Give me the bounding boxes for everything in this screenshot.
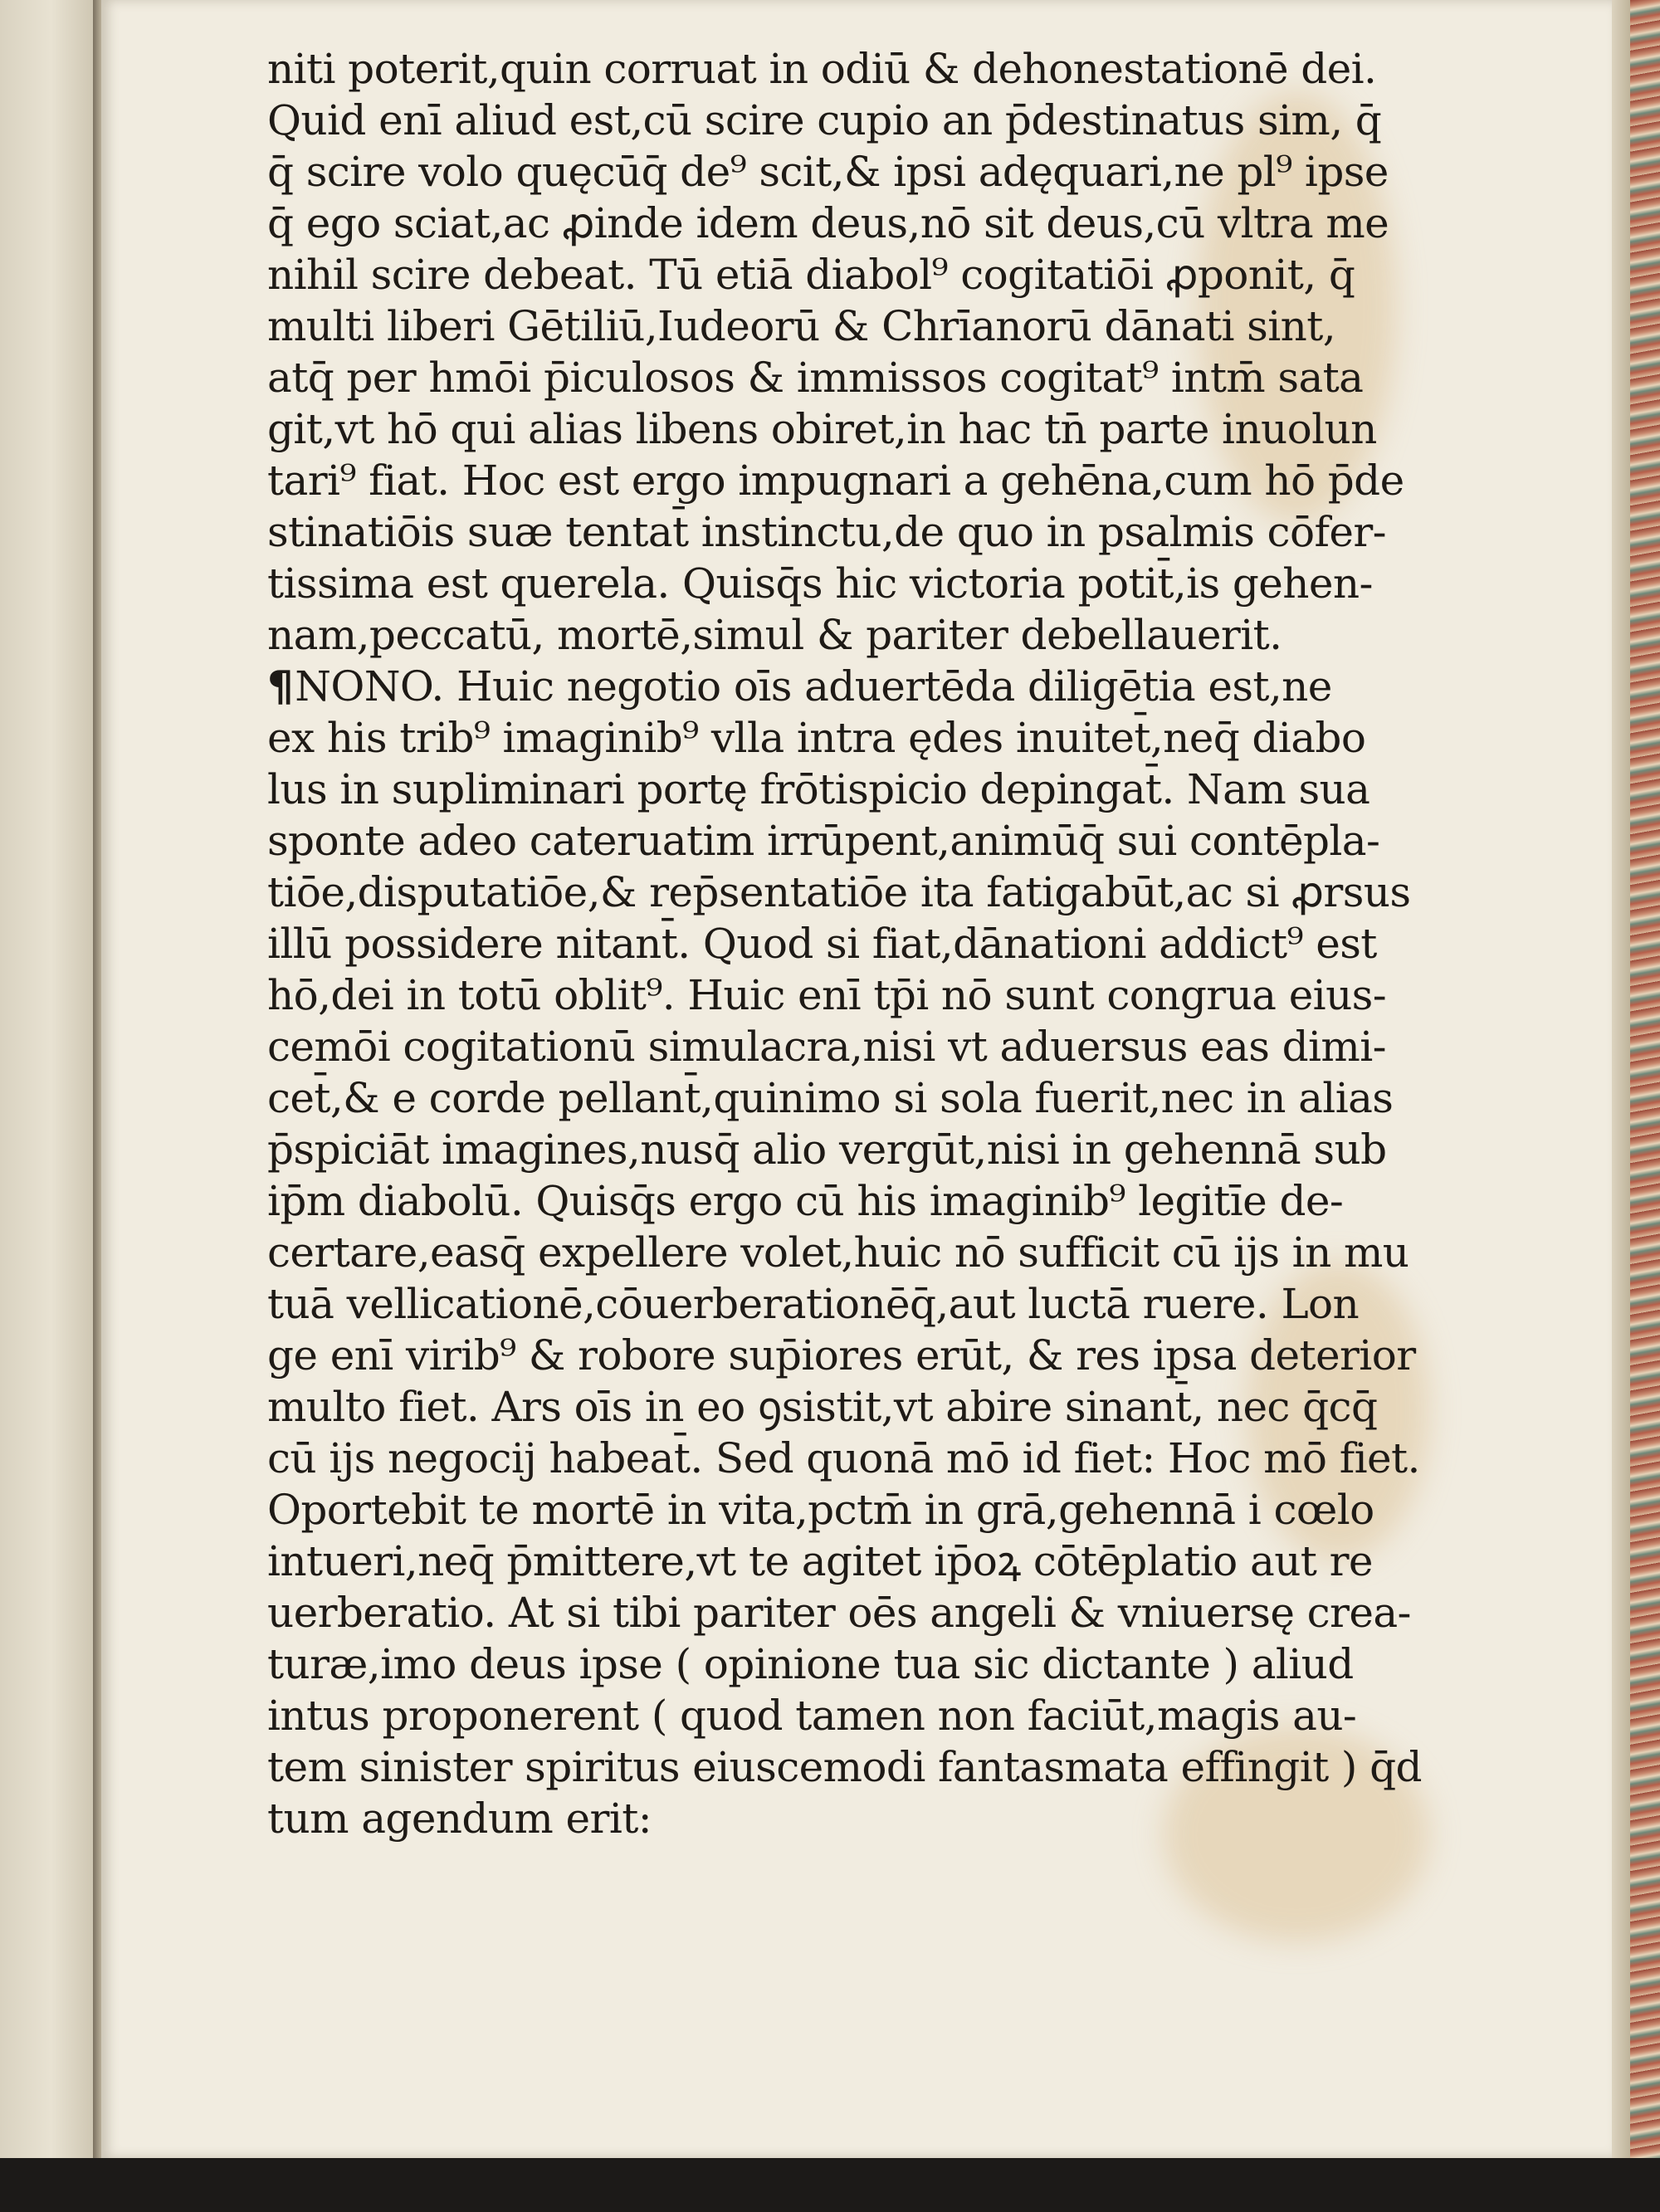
text-line: niti poterit,quin corruat in odiū & dehonestationē dei. [267, 45, 1377, 93]
text-line: Quid enī aliud est,cū scire cupio an p̄destinatus sim, q̄ [267, 96, 1382, 144]
text-line: git,vt hō qui alias libens obiret,in hac tn̄ parte inuolun [267, 405, 1377, 453]
text-line: q̄ ego sciat,ac ꝓinde idem deus,nō sit deus,cū vltra me [267, 199, 1389, 247]
text-line: nihil scire debeat. Tū etiā diabol⁹ cogitatiōi ꝓponit, q̄ [267, 251, 1355, 299]
text-line: stinatiōis suæ tentat̄ instinctu,de quo in psalmis cōfer- [267, 508, 1386, 556]
text-line: hō,dei in totū oblit⁹. Huic enī tp̄i nō sunt congrua eius- [267, 971, 1387, 1019]
text-line: tissima est querela. Quisq̄s hic victoria potit̄,is gehen- [267, 559, 1373, 608]
text-line: ge enī virib⁹ & robore sup̄iores erūt, & res ipsa deterior [267, 1331, 1416, 1379]
paragraph-start-line [267, 661, 1462, 712]
text-line: lus in supliminari portę frōtispicio depingat̄. Nam sua [267, 765, 1370, 813]
text-line: cet̄,& e corde pellant̄,quinimo si sola fuerit,nec in alias [267, 1074, 1394, 1122]
book-gutter [93, 0, 101, 2166]
text-line: atq̄ per hmōi p̄iculosos & immissos cogitat⁹ intm̄ sata [267, 354, 1364, 402]
text-line: tem sinister spiritus eiuscemodi fantasmata effingit ) q̄d [267, 1743, 1422, 1791]
text-line: intus proponerent ( quod tamen non faciūt,magis au- [267, 1692, 1357, 1740]
text-line: illū possidere nitant̄. Quod si fiat,dānationi addict⁹ est [267, 920, 1377, 968]
text-line: multo fiet. Ars oīs in eo ꝯsistit,vt abire sinant̄, nec q̄cq̄ [267, 1383, 1378, 1431]
text-line: NONO. Huic negotio oīs aduertēda diligētia est,ne [295, 662, 1332, 710]
text-line: intueri,neq̄ p̄mittere,vt te agitet ip̄oꝝ cōtēplatio aut re [267, 1537, 1373, 1585]
page-fore-edge [1612, 0, 1630, 2158]
text-line: Oportebit te mortē in vita,pctm̄ in grā,gehennā i cœlo [267, 1486, 1374, 1534]
book-page [101, 0, 1612, 2158]
marbled-endpaper [1630, 0, 1660, 2158]
text-line: ip̄m diabolū. Quisq̄s ergo cū his imaginib⁹ legitīe de- [267, 1177, 1344, 1225]
paragraph-mark: ¶ [267, 662, 294, 710]
text-line: tuā vellicationē,cōuerberationēq̄,aut luctā ruere. Lon [267, 1280, 1360, 1328]
text-line: turæ,imo deus ipse ( opinione tua sic dictante ) aliud [267, 1640, 1354, 1688]
page-text [267, 43, 1462, 1844]
text-line: certare,easq̄ expellere volet,huic nō sufficit cū ijs in mu [267, 1228, 1409, 1277]
text-line: tari⁹ fiat. Hoc est ergo impugnari a gehēna,cum hō p̄de [267, 457, 1404, 505]
text-line: tum agendum erit: [267, 1795, 652, 1843]
scan-bottom-border [0, 2158, 1660, 2212]
text-line: nam,peccatū, mortē,simul & pariter debellauerit. [267, 611, 1282, 659]
text-line: q̄ scire volo quęcūq̄ de⁹ scit,& ipsi adęquari,ne pl⁹ ipse [267, 148, 1389, 196]
text-line: cū ijs negocij habeat̄. Sed quonā mō id fiet: Hoc mō fiet. [267, 1434, 1420, 1482]
text-line: sponte adeo cateruatim irrūpent,animūq̄ sui contēpla- [267, 817, 1380, 865]
text-line: cemōi cogitationū simulacra,nisi vt aduersus eas dimi- [267, 1023, 1386, 1071]
text-line: tiōe,disputatiōe,& rep̄sentatiōe ita fatigabūt,ac si ꝓrsus [267, 868, 1411, 916]
text-line: p̄spiciāt imagines,nusq̄ alio vergūt,nisi in gehennā sub [267, 1126, 1387, 1174]
previous-page-edge [0, 0, 95, 2166]
text-line: ex his trib⁹ imaginib⁹ vlla intra ędes inuitet̄,neq̄ diabo [267, 714, 1366, 762]
text-line: multi liberi Gētiliū,Iudeorū & Chrīanorū dānati sint, [267, 302, 1335, 350]
text-line: uerberatio. At si tibi pariter oēs angeli & vniuersę crea- [267, 1589, 1411, 1637]
